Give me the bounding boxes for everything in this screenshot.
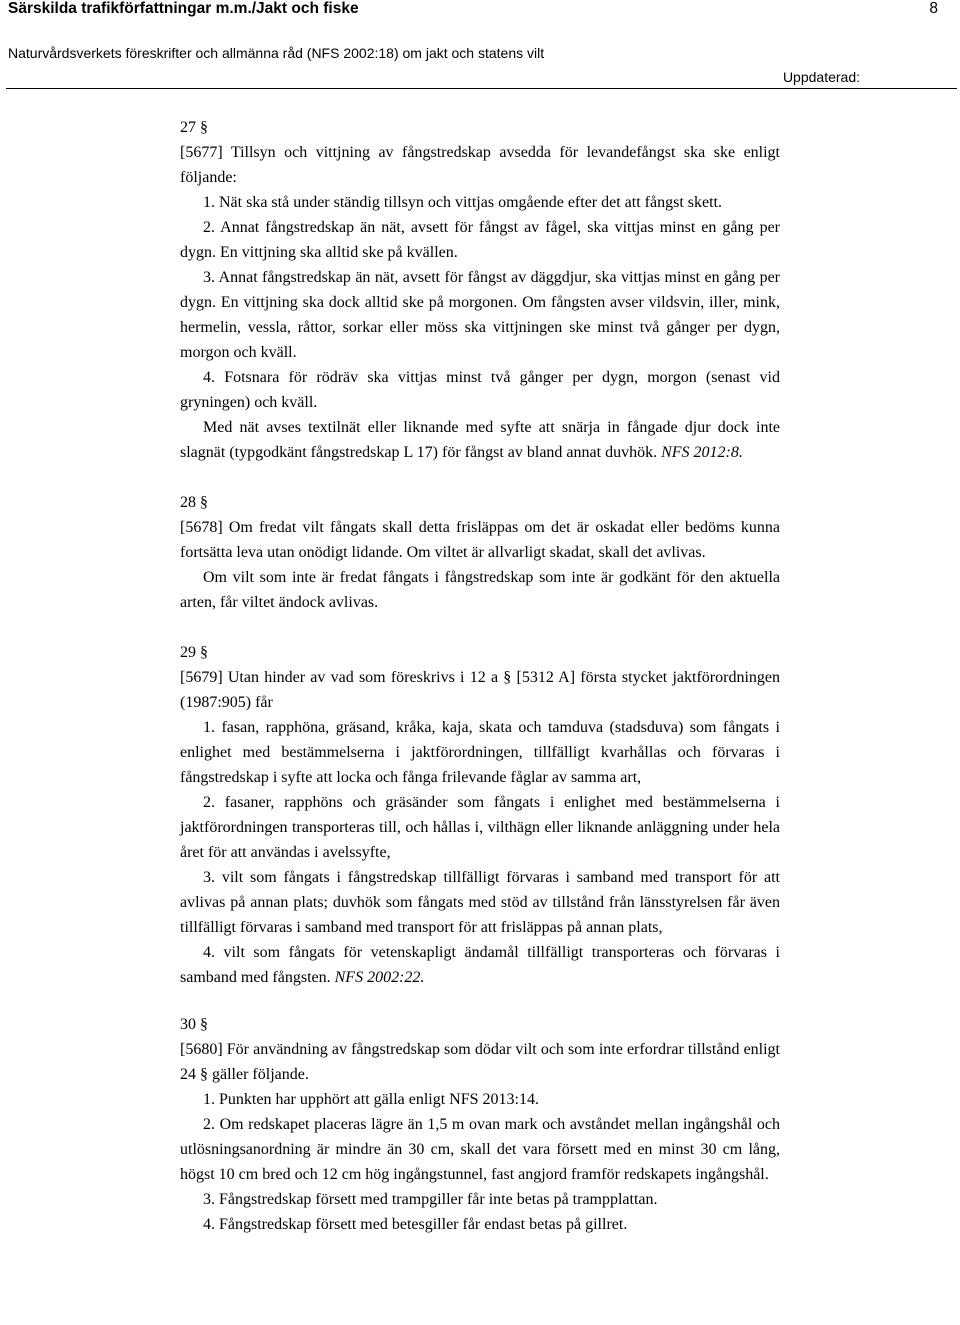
section-heading: 27 § <box>180 119 208 136</box>
document-subtitle: Naturvårdsverkets föreskrifter och allmänna råd (NFS 2002:18) om jakt och statens vilt <box>8 45 545 61</box>
paragraph-text: Med nät avses textilnät eller liknande med syfte att snärja in fångade djur dock inte slagnät (typgodkänt fångstredskap L 17) för fångst av bland annat duvhök. <box>180 419 780 461</box>
section-27 <box>180 115 780 465</box>
paragraph: 2. Om redskapet placeras lägre än 1,5 m ovan mark och avståndet mellan ingångshål och utlösningsanordning är mindre än 30 cm, skall det vara försett med en minst 30 cm lång, högst 10 cm bred och 12 cm hög ingångstunnel, fast angjord framför redskapets ingångshål. <box>180 1116 780 1183</box>
paragraph: 4. Fotsnara för rödräv ska vittjas minst två gånger per dygn, morgon (senast vid gryningen) och kväll. <box>180 369 780 411</box>
document-header-title: Särskilda trafikförfattningar m.m./Jakt och fiske <box>8 0 359 17</box>
paragraph: Om vilt som inte är fredat fångats i fångstredskap som inte är godkänt för den aktuella arten, får viltet ändock avlivas. <box>180 569 780 611</box>
page-number: 8 <box>929 0 938 17</box>
updated-label: Uppdaterad: <box>782 69 860 85</box>
paragraph: 3. Fångstredskap försett med trampgiller får inte betas på trampplattan. <box>203 1191 658 1208</box>
section-heading: 28 § <box>180 494 208 511</box>
paragraph-text: 4. vilt som fångats för vetenskapligt ändamål tillfälligt transporteras och förvaras i samband med fångsten. <box>180 944 780 986</box>
paragraph: 1. Nät ska stå under ständig tillsyn och vittjas omgående efter det att fångst skett. <box>203 194 722 211</box>
paragraph: [5678] Om fredat vilt fångats skall detta frisläppas om det är oskadat eller bedöms kunna fortsätta leva utan onödigt lidande. Om viltet är allvarligt skadat, skall det avlivas. <box>180 519 780 561</box>
paragraph: [5680] För användning av fångstredskap som dödar vilt och som inte erfordrar tillstånd enligt 24 § gäller följande. <box>180 1041 780 1083</box>
section-28 <box>180 490 780 615</box>
section-29 <box>180 640 780 990</box>
paragraph: 2. Annat fångstredskap än nät, avsett för fångst av fågel, ska vittjas minst en gång per dygn. En vittjning ska alltid ske på kvällen. <box>180 219 780 261</box>
document-body <box>180 115 780 1237</box>
paragraph <box>180 415 780 465</box>
paragraph: 1. Punkten har upphört att gälla enligt NFS 2013:14. <box>203 1091 539 1108</box>
paragraph: 4. Fångstredskap försett med betesgiller får endast betas på gillret. <box>203 1216 628 1233</box>
paragraph: 2. fasaner, rapphöns och gräsänder som fångats i enlighet med bestämmelserna i jaktförordningen transporteras till, och hållas i, vilthägn eller liknande anläggning under hela året för att användas i avelssyfte, <box>180 794 780 861</box>
paragraph: 1. fasan, rapphöna, gräsand, kråka, kaja, skata och tamduva (stadsduva) som fångats i enlighet med bestämmelserna i jaktförordningen, tillfälligt kvarhållas och förvaras i fångstredskap i syfte att locka och fånga frilevande fåglar av samma art, <box>180 719 780 786</box>
paragraph: 3. Annat fångstredskap än nät, avsett för fångst av däggdjur, ska vittjas minst en gång per dygn. En vittjning ska dock alltid ske på morgonen. Om fångsten avser vildsvin, iller, mink, hermelin, vessla, råttor, sorkar eller möss ska vittjningen ske minst två gånger per dygn, morgon och kväll. <box>180 269 780 361</box>
source-reference: NFS 2012:8. <box>661 444 743 461</box>
source-reference: NFS 2002:22. <box>334 969 425 986</box>
paragraph: [5677] Tillsyn och vittjning av fångstredskap avsedda för levandefångst ska ske enligt följande: <box>180 144 780 186</box>
paragraph: 3. vilt som fångats i fångstredskap tillfälligt förvaras i samband med transport för att avlivas på annan plats; duvhök som fångats med stöd av tillstånd från länsstyrelsen får även tillfälligt förvaras i samband med transport för att frisläppas på annan plats, <box>180 869 780 936</box>
paragraph: [5679] Utan hinder av vad som föreskrivs i 12 a § [5312 A] första stycket jaktförordningen (1987:905) får <box>180 669 780 711</box>
section-30 <box>180 1012 780 1237</box>
section-heading: 30 § <box>180 1016 208 1033</box>
section-heading: 29 § <box>180 644 208 661</box>
header-divider <box>6 88 957 89</box>
paragraph <box>180 940 780 990</box>
